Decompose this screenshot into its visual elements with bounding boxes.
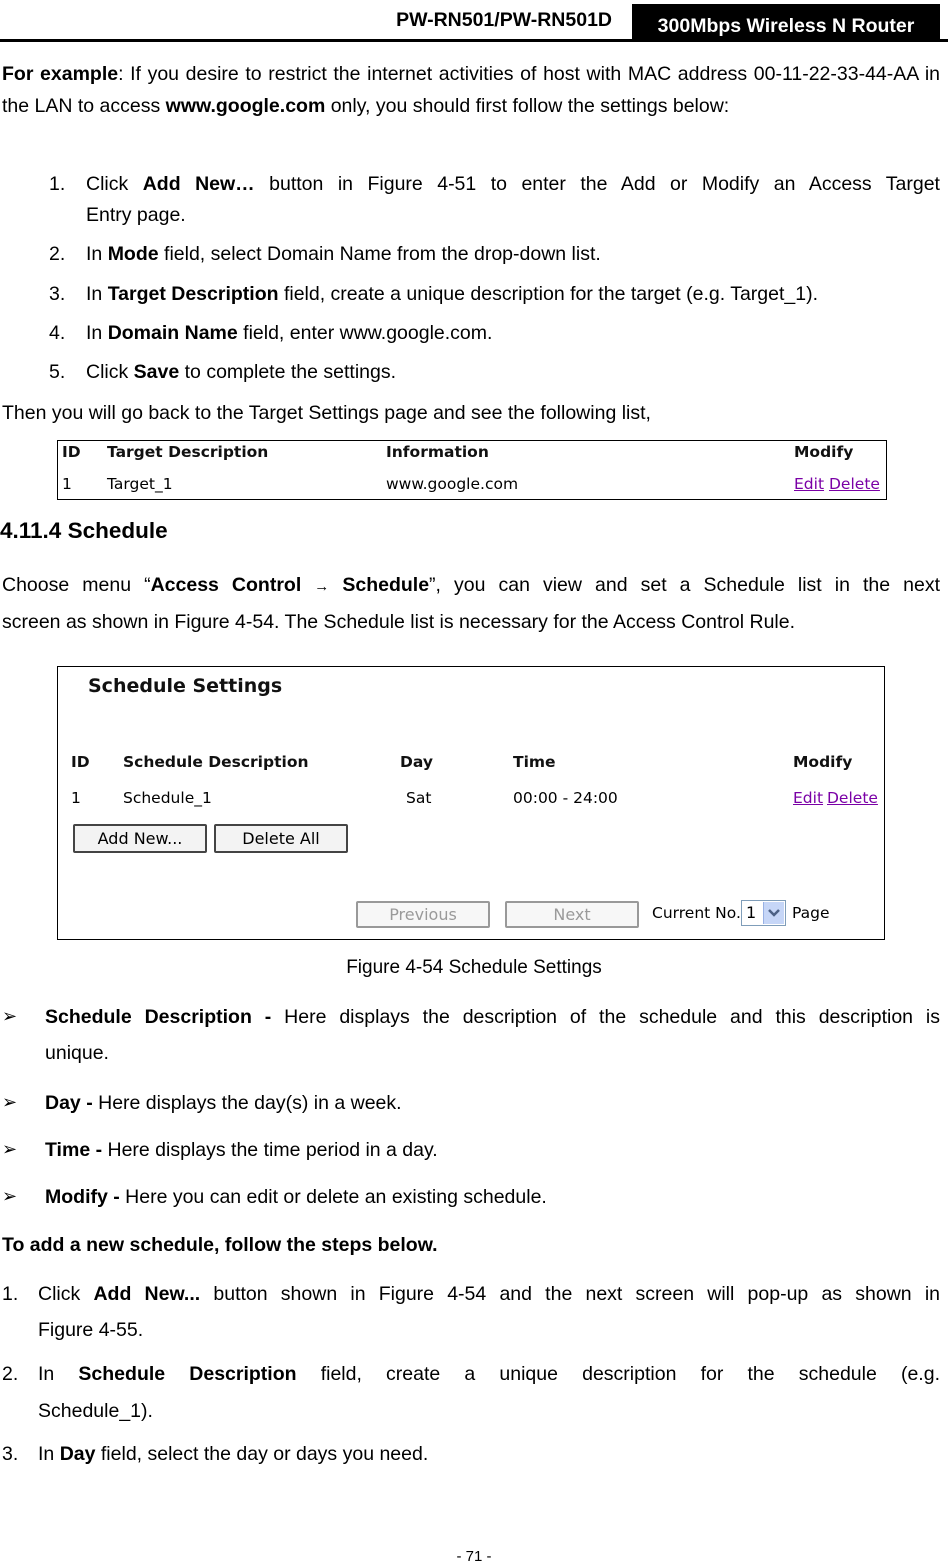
- schedule-col-description: Schedule Description: [123, 753, 309, 771]
- bullet-schedule-description-cont: unique.: [45, 1042, 109, 1064]
- schedule-row-id: 1: [71, 789, 81, 807]
- schedule-row-description: Schedule_1: [123, 789, 212, 807]
- step-b-1-number: 1.: [2, 1283, 19, 1305]
- schedule-panel-title: Schedule Settings: [88, 675, 283, 697]
- bullet-arrow-icon: ➢: [2, 1139, 18, 1159]
- header-product: 300Mbps Wireless N Router: [632, 4, 940, 40]
- bullet-schedule-description: Schedule Description - Here displays the description of the schedule and this description is: [45, 1006, 940, 1028]
- page-select[interactable]: [741, 900, 786, 926]
- choose-line-1: Choose menu “Access Control → Schedule”, you can view and set a Schedule list in the next: [2, 574, 940, 596]
- bullet-time: Time - Here displays the time period in a day.: [45, 1139, 438, 1161]
- bullet-arrow-icon: ➢: [2, 1092, 18, 1112]
- header-rule: [0, 39, 948, 42]
- intro-domain: www.google.com: [165, 95, 326, 117]
- bullet-arrow-icon: ➢: [2, 1186, 18, 1206]
- target-col-description: Target Description: [107, 443, 269, 461]
- page-number: - 71 -: [456, 1548, 492, 1565]
- header-model: PW-RN501/PW-RN501D: [396, 9, 612, 31]
- step-b-3-text: In Day field, select the day or days you need.: [38, 1443, 429, 1465]
- step-a-2-number: 2.: [49, 243, 66, 265]
- next-button[interactable]: Next: [505, 901, 639, 928]
- step-a-4-number: 4.: [49, 322, 66, 344]
- step-b-2-text: In Schedule Description field, create a unique description for the schedule (e.g.: [38, 1363, 940, 1385]
- step-a-3-text: In Target Description field, create a unique description for the target (e.g. Target_1).: [86, 283, 818, 305]
- step-b-1-cont: Figure 4-55.: [38, 1319, 144, 1341]
- intro-paragraph: [2, 58, 940, 122]
- bullet-arrow-icon: ➢: [2, 1006, 18, 1026]
- step-a-3-number: 3.: [49, 283, 66, 305]
- target-col-id: ID: [62, 443, 81, 461]
- section-heading: 4.11.4 Schedule: [0, 518, 168, 543]
- then-text: Then you will go back to the Target Settings page and see the following list,: [2, 402, 651, 424]
- target-row-id: 1: [62, 475, 72, 493]
- figure-caption: Figure 4-54 Schedule Settings: [346, 957, 602, 978]
- target-edit-link[interactable]: Edit: [794, 475, 825, 493]
- step-a-1-number: 1.: [49, 173, 66, 195]
- step-a-5-number: 5.: [49, 361, 66, 383]
- step-b-2-cont: Schedule_1).: [38, 1400, 153, 1422]
- schedule-col-time: Time: [513, 753, 556, 771]
- intro-lead: For example: [2, 63, 119, 85]
- chevron-down-icon[interactable]: [763, 902, 784, 924]
- previous-button[interactable]: Previous: [356, 901, 490, 928]
- target-col-modify: Modify: [794, 443, 854, 461]
- intro-text-2: only, you should first follow the settings below:: [325, 95, 730, 117]
- target-col-information: Information: [386, 443, 489, 461]
- step-a-4-text: In Domain Name field, enter www.google.com.: [86, 322, 493, 344]
- step-a-5-text: Click Save to complete the settings.: [86, 361, 397, 383]
- schedule-col-day: Day: [400, 753, 433, 771]
- step-b-2-number: 2.: [2, 1363, 19, 1385]
- target-row-information: www.google.com: [386, 475, 519, 493]
- add-heading: To add a new schedule, follow the steps below.: [2, 1234, 438, 1256]
- add-new-button[interactable]: Add New...: [73, 824, 207, 853]
- step-a-1-text: Click Add New… button in Figure 4-51 to enter the Add or Modify an Access Target: [86, 173, 940, 195]
- choose-line-2: screen as shown in Figure 4-54. The Schedule list is necessary for the Access Control Rule.: [2, 611, 796, 633]
- current-no-label: Current No.: [652, 904, 741, 922]
- intro-text-1: : If you desire to restrict the internet activities of host with MAC address 00-11-22-33-44-AA in the LAN to access: [2, 63, 940, 117]
- delete-all-button[interactable]: Delete All: [214, 824, 348, 853]
- step-a-2-text: In Mode field, select Domain Name from the drop-down list.: [86, 243, 601, 265]
- schedule-edit-link[interactable]: Edit: [793, 789, 824, 807]
- step-b-1-text: Click Add New... button shown in Figure 4-54 and the next screen will pop-up as shown in: [38, 1283, 940, 1305]
- schedule-delete-link[interactable]: Delete: [827, 789, 878, 807]
- schedule-col-modify: Modify: [793, 753, 853, 771]
- target-table: [57, 440, 887, 500]
- target-row-description: Target_1: [107, 475, 173, 493]
- bullet-modify: Modify - Here you can edit or delete an existing schedule.: [45, 1186, 547, 1208]
- target-delete-link[interactable]: Delete: [829, 475, 880, 493]
- page-select-value: 1: [746, 903, 757, 922]
- step-a-1-cont: Entry page.: [86, 204, 186, 226]
- schedule-col-id: ID: [71, 753, 90, 771]
- schedule-row-time: 00:00 - 24:00: [513, 789, 618, 807]
- schedule-settings-panel: [57, 666, 885, 940]
- schedule-row-day: Sat: [406, 789, 432, 807]
- bullet-day: Day - Here displays the day(s) in a week.: [45, 1092, 402, 1114]
- step-b-3-number: 3.: [2, 1443, 19, 1465]
- page-label: Page: [792, 904, 830, 922]
